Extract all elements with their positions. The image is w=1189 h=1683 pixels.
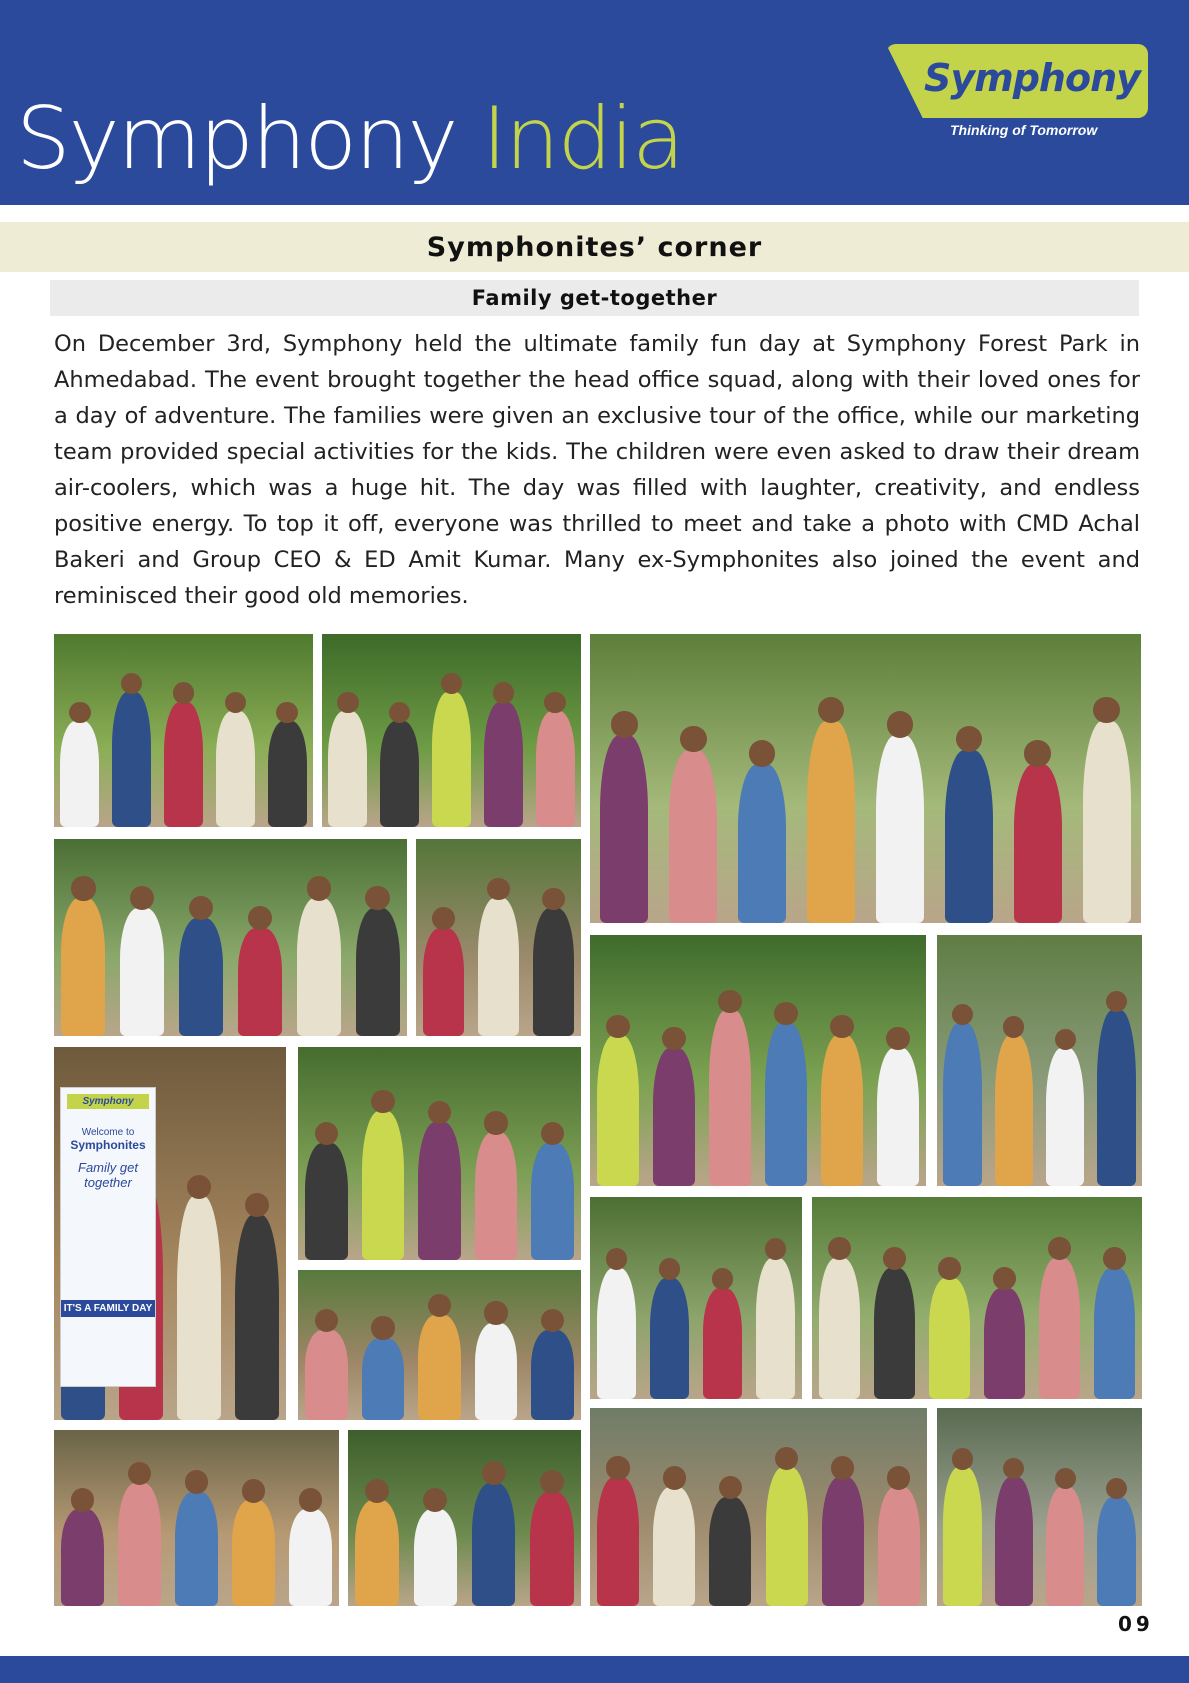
person-head [952,1004,973,1025]
person-figure [61,1509,104,1606]
title-accent: India [481,89,683,189]
person-head [1055,1468,1076,1489]
person-figure [1097,1497,1135,1606]
person-head [606,1248,628,1270]
banner-brand: Symphony [67,1094,149,1109]
person-head [315,1122,338,1145]
photo-family-group-5 [298,1047,581,1260]
person-head [606,1456,629,1479]
person-figure [235,1215,279,1420]
person-figure [709,1010,751,1186]
photo-three-men [348,1430,581,1606]
person-figure [819,1258,860,1399]
person-head [121,673,142,694]
person-figure [1083,721,1131,923]
person-figure [984,1288,1025,1399]
person-head [775,1447,798,1470]
person-head [487,878,510,901]
person-figure [472,1483,516,1606]
person-head [662,1027,685,1050]
photo-seated-group [590,634,1141,923]
person-figure [945,750,993,923]
section-title: Symphonites’ corner [426,231,763,263]
person-figure [995,1035,1033,1186]
person-figure [475,1132,517,1260]
person-head [441,673,462,694]
person-figure [669,750,717,923]
person-head [718,990,741,1013]
person-figure [362,1111,404,1260]
person-figure [232,1500,275,1606]
person-figure [536,711,575,827]
person-figure [418,1122,460,1260]
person-figure [995,1477,1033,1606]
person-head [765,1238,787,1260]
person-figure [177,1196,221,1420]
person-figure [822,1477,864,1606]
person-head [225,692,246,713]
person-figure [484,702,523,827]
person-figure [362,1338,404,1421]
person-head [245,1193,269,1217]
person-head [544,692,565,713]
person-head [774,1002,797,1025]
photo-family-group-8 [937,1408,1142,1606]
person-figure [164,702,203,827]
person-figure [874,1268,915,1399]
person-head [1106,991,1127,1012]
person-head [128,1462,152,1486]
person-figure [1046,1487,1084,1606]
page-title [16,89,683,189]
person-figure [531,1143,573,1260]
person-figure [112,692,151,827]
page-number: 09 [1118,1612,1154,1636]
person-figure [807,721,855,923]
person-head [69,702,90,723]
person-head [299,1488,323,1512]
photo-large-group [590,1408,927,1606]
person-head [337,692,358,713]
photo-activity-stall [937,935,1142,1186]
person-head [830,1015,853,1038]
person-figure [1039,1258,1080,1399]
person-head [389,702,410,723]
subsection-title: Family get-together [471,286,718,310]
person-figure [355,1500,399,1606]
person-head [185,1470,209,1494]
photo-family-group-7 [54,1430,339,1606]
banner-line2: Symphonites [70,1138,146,1152]
person-head [818,697,844,723]
photo-family-group-6 [590,1197,802,1399]
person-head [680,726,706,752]
person-head [540,1470,564,1494]
person-figure [765,1023,807,1186]
person-head [428,1101,451,1124]
logo-tagline: Thinking of Tomorrow [950,122,1098,138]
person-figure [418,1315,460,1420]
person-head [611,711,637,737]
person-head [542,888,565,911]
person-figure [653,1048,695,1186]
person-figure [305,1143,347,1260]
person-head [1106,1478,1127,1499]
person-figure [600,735,648,923]
person-figure [118,1483,161,1606]
person-figure [878,1487,920,1606]
person-head [130,886,154,910]
person-head [371,1316,394,1339]
person-head [956,726,982,752]
person-head [482,1461,506,1485]
person-head [71,876,95,900]
photo-family-group-4 [590,935,926,1186]
person-head [428,1294,451,1317]
person-figure [756,1258,796,1399]
person-figure [432,692,471,827]
person-head [71,1488,95,1512]
person-head [484,1301,507,1324]
photo-family-group-3 [54,839,407,1036]
person-figure [179,918,223,1036]
subsection-header [50,280,1139,316]
photo-greeting-guests [298,1270,581,1420]
person-figure [766,1467,808,1606]
person-head [663,1466,686,1489]
person-head [432,907,455,930]
person-head [173,682,194,703]
person-head [493,682,514,703]
person-head [187,1175,211,1199]
person-figure [876,735,924,923]
person-figure [238,928,282,1036]
symphony-logo [880,44,1150,144]
person-head [659,1258,681,1280]
person-head [719,1476,742,1499]
person-figure [289,1509,332,1606]
person-figure [709,1497,751,1606]
person-head [828,1237,851,1260]
person-head [1055,1029,1076,1050]
person-figure [61,898,105,1036]
person-figure [297,898,341,1036]
person-head [541,1309,564,1332]
person-head [307,876,331,900]
person-head [371,1090,394,1113]
person-head [423,1488,447,1512]
person-head [242,1479,266,1503]
person-figure [531,1330,573,1420]
person-head [993,1267,1016,1290]
person-figure [1097,1010,1135,1186]
photo-family-group-1 [54,634,313,827]
person-figure [929,1278,970,1399]
person-figure [703,1288,743,1399]
section-header [0,222,1189,272]
person-head [1003,1458,1024,1479]
person-head [189,896,213,920]
photo-drawing-display [812,1197,1142,1399]
person-head [315,1309,338,1332]
person-head [1103,1247,1126,1270]
page-header [0,0,1189,205]
person-figure [597,1035,639,1186]
photo-family-group-2 [322,634,581,827]
person-figure [597,1268,637,1399]
person-head [712,1268,734,1290]
person-figure [380,721,419,827]
person-head [365,1479,389,1503]
person-figure [533,908,574,1036]
person-figure [943,1467,981,1606]
person-head [1048,1237,1071,1260]
person-figure [821,1035,863,1186]
person-figure [328,711,367,827]
person-figure [475,1323,517,1421]
person-figure [423,928,464,1036]
person-figure [268,721,307,827]
person-figure [478,898,519,1036]
person-head [276,702,297,723]
logo-wordmark: Symphony [924,56,1140,100]
person-head [484,1111,507,1134]
person-figure [356,908,400,1036]
person-figure [650,1278,690,1399]
person-head [1093,697,1119,723]
article-body: On December 3rd, Symphony held the ultimate family fun day at Symphony Forest Park in Ahmedabad. The event brought together the head office squad, along with their loved ones for a day of adventure. The families were given an exclusive tour of the office, while our marketing team provided special activities for the kids. The children were even asked to draw their dream air-coolers, which was a huge hit. The day was filled with laughter, creativity, and endless positive energy. To top it off, everyone was thrilled to meet and take a photo with CMD Achal Bakeri and Group CEO & ED Amit Kumar. Many ex-Symphonites also joined the event and reminisced their good old memories. [54,331,1140,609]
photo-girl-with-drawing [416,839,581,1036]
person-head [749,740,775,766]
person-head [1003,1016,1024,1037]
person-head [886,1027,909,1050]
person-figure [877,1048,919,1186]
banner-line1: Welcome to [81,1127,135,1138]
footer-bar [0,1656,1189,1683]
person-figure [653,1487,695,1606]
person-figure [1014,764,1062,923]
person-head [883,1247,906,1270]
person-head [887,1466,910,1489]
person-figure [530,1492,574,1606]
person-figure [738,764,786,923]
title-main: Symphony [16,89,457,189]
person-figure [175,1492,218,1606]
person-figure [305,1330,347,1420]
person-figure [120,908,164,1036]
person-figure [414,1509,458,1606]
person-head [1024,740,1050,766]
welcome-banner [60,1087,156,1387]
photo-welcome-banner [54,1047,286,1420]
person-head [606,1015,629,1038]
person-head [887,711,913,737]
banner-line3: Family get together [78,1160,138,1190]
person-head [831,1456,854,1479]
person-head [541,1122,564,1145]
person-head [365,886,389,910]
person-figure [1094,1268,1135,1399]
person-head [952,1448,973,1469]
person-head [938,1257,961,1280]
person-figure [216,711,255,827]
person-head [248,906,272,930]
person-figure [60,721,99,827]
person-figure [943,1023,981,1186]
person-figure [597,1477,639,1606]
person-figure [1046,1048,1084,1186]
banner-line4: IT'S A FAMILY DAY [61,1300,155,1317]
